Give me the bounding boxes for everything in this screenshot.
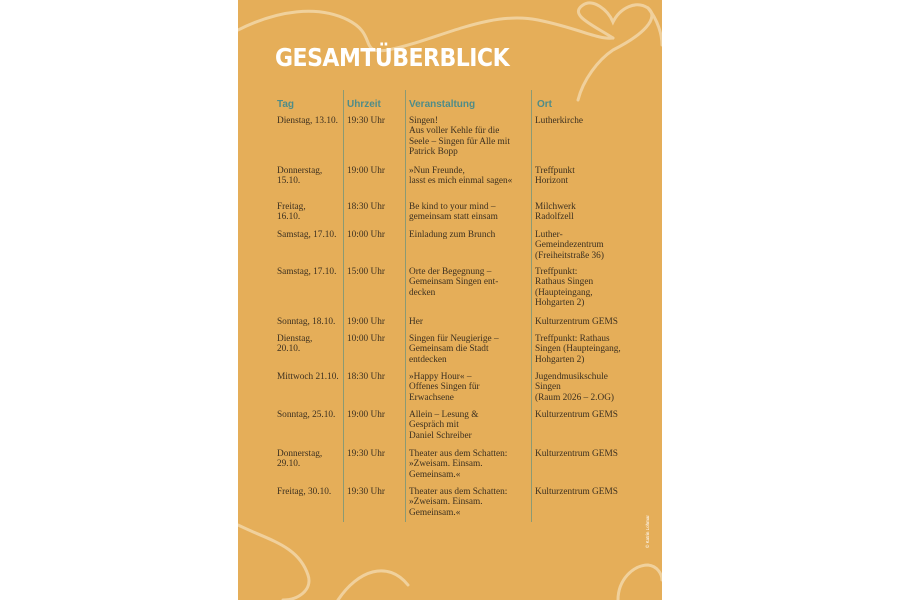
cell-uhrzeit: 19:00 Uhr bbox=[347, 410, 385, 420]
cell-tag: Donnerstag, 29.10. bbox=[277, 449, 323, 470]
cell-tag: Donnerstag, 15.10. bbox=[277, 166, 323, 187]
cell-veranstaltung: Singen für Neugierige – Gemeinsam die Stadt entdecken bbox=[409, 334, 499, 365]
cell-ort: Treffpunkt: Rathaus Singen (Haupteingang, Hohgarten 2) bbox=[535, 267, 594, 309]
cell-tag: Dienstag, 20.10. bbox=[277, 334, 313, 355]
cell-veranstaltung: Singen! Aus voller Kehle für die Seele – Singen für Alle mit Patrick Bopp bbox=[409, 116, 510, 158]
cell-ort: Kulturzentrum GEMS bbox=[535, 410, 618, 420]
cell-veranstaltung: Theater aus dem Schatten: »Zweisam. Einsam. Gemeinsam.« bbox=[409, 449, 508, 480]
header-uhrzeit: Uhrzeit bbox=[347, 99, 381, 110]
cell-uhrzeit: 19:00 Uhr bbox=[347, 317, 385, 327]
cell-ort: Lutherkirche bbox=[535, 116, 584, 126]
cell-uhrzeit: 10:00 Uhr bbox=[347, 334, 385, 344]
cell-uhrzeit: 19:30 Uhr bbox=[347, 449, 385, 459]
cell-tag: Freitag, 30.10. bbox=[277, 487, 332, 497]
cell-ort: Kulturzentrum GEMS bbox=[535, 449, 618, 459]
cell-ort: Luther- Gemeindezentrum (Freiheitstraße 36) bbox=[535, 230, 604, 261]
cell-uhrzeit: 10:00 Uhr bbox=[347, 230, 385, 240]
program-page bbox=[238, 0, 662, 600]
cell-ort: Treffpunkt Horizont bbox=[535, 166, 575, 187]
cell-tag: Sonntag, 18.10. bbox=[277, 317, 336, 327]
cell-ort: Treffpunkt: Rathaus Singen (Haupteingang, Hohgarten 2) bbox=[535, 334, 621, 365]
cell-veranstaltung: Theater aus dem Schatten: »Zweisam. Einsam. Gemeinsam.« bbox=[409, 487, 508, 518]
cell-ort: Kulturzentrum GEMS bbox=[535, 487, 618, 497]
cell-tag: Freitag, 16.10. bbox=[277, 202, 306, 223]
cell-veranstaltung: Her bbox=[409, 317, 423, 327]
cell-tag: Samstag, 17.10. bbox=[277, 267, 337, 277]
photo-credit: © Katrin Lohmar bbox=[645, 515, 650, 548]
cell-tag: Mittwoch 21.10. bbox=[277, 372, 339, 382]
cell-veranstaltung: Orte der Begegnung – Gemeinsam Singen ent- decken bbox=[409, 267, 499, 298]
cell-veranstaltung: »Happy Hour« – Offenes Singen für Erwachsene bbox=[409, 372, 480, 403]
cell-tag: Sonntag, 25.10. bbox=[277, 410, 336, 420]
cell-veranstaltung: Be kind to your mind – gemeinsam statt einsam bbox=[409, 202, 498, 223]
cell-ort: Kulturzentrum GEMS bbox=[535, 317, 618, 327]
cell-veranstaltung: Einladung zum Brunch bbox=[409, 230, 496, 240]
cell-veranstaltung: Allein – Lesung & Gespräch mit Daniel Schreiber bbox=[409, 410, 479, 441]
cell-uhrzeit: 19:30 Uhr bbox=[347, 116, 385, 126]
cell-tag: Samstag, 17.10. bbox=[277, 230, 337, 240]
header-ort: Ort bbox=[537, 99, 552, 110]
cell-uhrzeit: 18:30 Uhr bbox=[347, 372, 385, 382]
cell-uhrzeit: 18:30 Uhr bbox=[347, 202, 385, 212]
cell-uhrzeit: 15:00 Uhr bbox=[347, 267, 385, 277]
cell-uhrzeit: 19:30 Uhr bbox=[347, 487, 385, 497]
cell-uhrzeit: 19:00 Uhr bbox=[347, 166, 385, 176]
header-tag: Tag bbox=[277, 99, 295, 110]
cell-ort: Milchwerk Radolfzell bbox=[535, 202, 576, 223]
page-title: GESAMTÜBERBLICK bbox=[275, 44, 510, 73]
cell-tag: Dienstag, 13.10. bbox=[277, 116, 338, 126]
column-divider bbox=[343, 90, 344, 522]
header-veranstaltung: Veranstaltung bbox=[409, 99, 476, 110]
cell-veranstaltung: »Nun Freunde, lasst es mich einmal sagen« bbox=[409, 166, 513, 187]
cell-ort: Jugendmusikschule Singen (Raum 2026 – 2.OG) bbox=[535, 372, 615, 403]
